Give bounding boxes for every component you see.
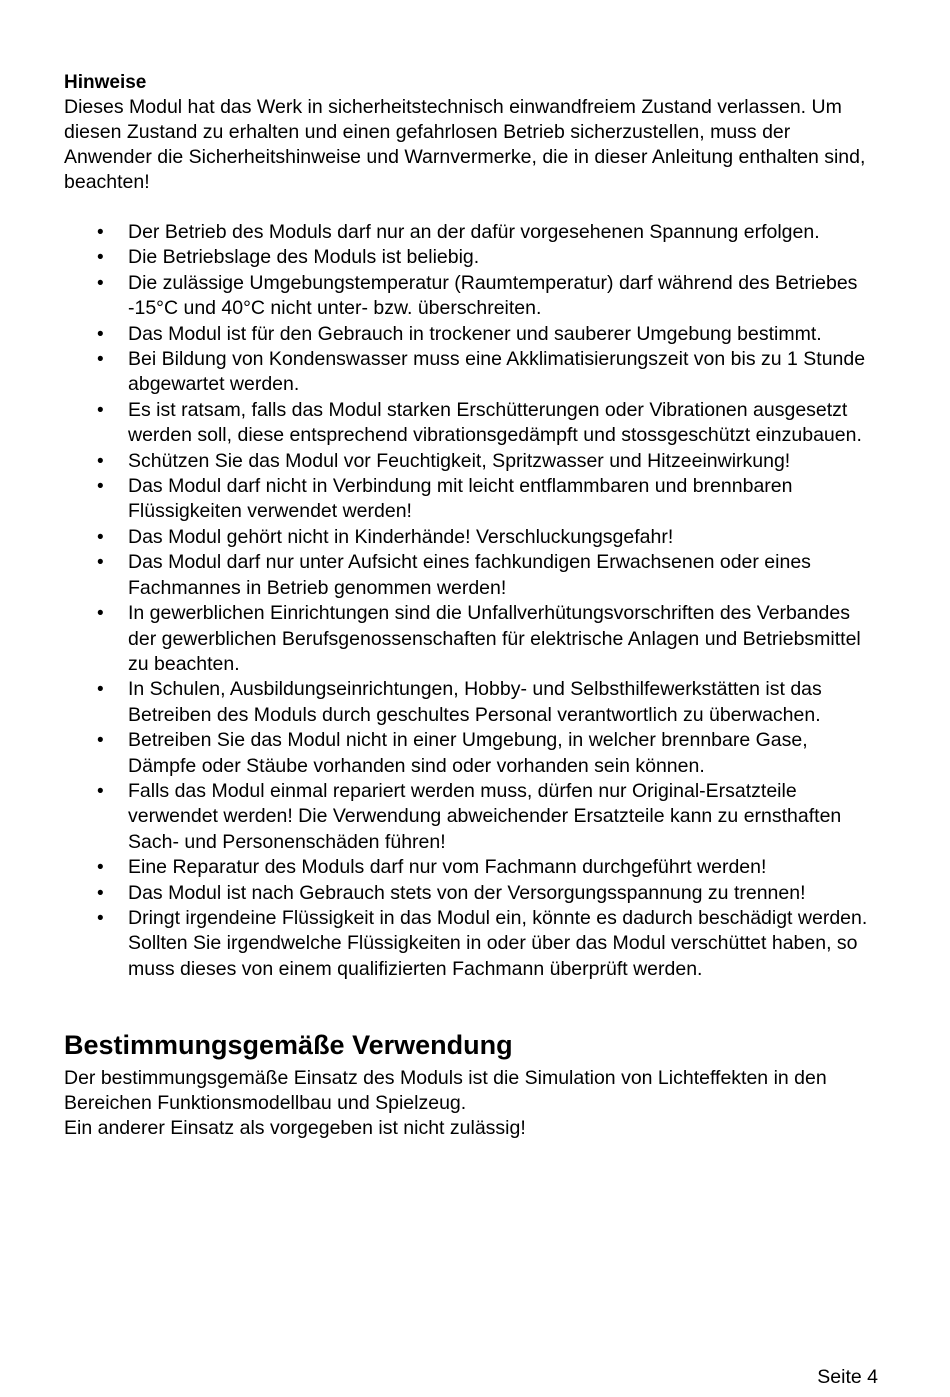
list-item	[64, 855, 879, 880]
bullet-icon: •	[97, 399, 104, 421]
bullet-icon: •	[97, 907, 104, 929]
list-item	[64, 881, 879, 906]
bullet-icon: •	[97, 349, 104, 371]
list-item-text: Der Betrieb des Moduls darf nur an der dafür vorgesehenen Spannung erfolgen.	[128, 221, 820, 243]
list-item	[64, 906, 879, 982]
list-item	[64, 474, 879, 525]
hinweise-intro: Dieses Modul hat das Werk in sicherheitstechnisch einwandfreiem Zustand verlassen. Um diesen Zustand zu erhalten und einen gefahrlosen Betrieb sicherzustellen, muss der Anwender die Sicherheitshinweise und Warnvermerke, die in dieser Anleitung enthalten sind, beachten!	[64, 96, 866, 193]
page-number: Seite 4	[817, 1366, 878, 1388]
verwendung-note: Ein anderer Einsatz als vorgegeben ist nicht zulässig!	[64, 1117, 526, 1140]
list-item	[64, 779, 879, 855]
bullet-icon: •	[97, 476, 104, 498]
bullet-icon: •	[97, 247, 104, 269]
list-item-text: In Schulen, Ausbildungseinrichtungen, Hobby- und Selbsthilfewerkstätten ist das Betreiben des Moduls durch geschultes Personal verantwortlich zu überwachen.	[128, 678, 822, 726]
list-item-text: Betreiben Sie das Modul nicht in einer Umgebung, in welcher brennbare Gase, Dämpfe oder Stäube vorhanden sind oder vorhanden sein können.	[128, 729, 808, 777]
list-item	[64, 245, 879, 270]
list-item	[64, 220, 879, 245]
verwendung-heading: Bestimmungsgemäße Verwendung	[64, 1030, 513, 1061]
bullet-icon: •	[97, 857, 104, 879]
list-item-text: Es ist ratsam, falls das Modul starken Erschütterungen oder Vibrationen ausgesetzt werden soll, diese entsprechend vibrationsgedämpft und stossgeschützt einzubauen.	[128, 398, 862, 447]
list-item-text: Die Betriebslage des Moduls ist beliebig.	[128, 246, 480, 269]
bullet-icon: •	[97, 450, 104, 472]
safety-notes-list	[64, 220, 879, 982]
list-item	[64, 449, 879, 474]
list-item	[64, 677, 879, 728]
bullet-icon: •	[97, 780, 104, 802]
list-item	[64, 322, 879, 347]
hinweise-heading: Hinweise	[64, 72, 147, 93]
bullet-icon: •	[97, 679, 104, 701]
list-item-text: Das Modul darf nicht in Verbindung mit leicht entflammbaren und brennbaren Flüssigkeiten verwendet werden!	[128, 475, 793, 523]
verwendung-text: Der bestimmungsgemäße Einsatz des Moduls ist die Simulation von Lichteffekten in den Bereichen Funktionsmodellbau und Spielzeug.	[64, 1067, 827, 1115]
bullet-icon: •	[97, 882, 104, 904]
list-item-text: Dringt irgendeine Flüssigkeit in das Modul ein, könnte es dadurch beschädigt werden. Sollten Sie irgendwelche Flüssigkeiten in oder über das Modul verschüttet haben, so muss dieses von einem qualifizierten Fachmann überprüft werden.	[128, 906, 868, 980]
list-item	[64, 525, 879, 550]
list-item	[64, 601, 879, 677]
list-item	[64, 728, 879, 779]
bullet-icon: •	[97, 603, 104, 625]
list-item-text: Das Modul gehört nicht in Kinderhände! Verschluckungsgefahr!	[128, 525, 674, 548]
list-item	[64, 550, 879, 601]
bullet-icon: •	[97, 323, 104, 345]
list-item-text: Eine Reparatur des Moduls darf nur vom Fachmann durchgeführt werden!	[128, 856, 767, 879]
document-page	[64, 70, 879, 1141]
bullet-icon: •	[97, 526, 104, 548]
list-item-text: Das Modul ist nach Gebrauch stets von der Versorgungsspannung zu trennen!	[128, 881, 806, 904]
bullet-icon: •	[97, 552, 104, 574]
list-item-text: Bei Bildung von Kondenswasser muss eine Akklimatisierungszeit von bis zu 1 Stunde abgewartet werden.	[128, 348, 866, 396]
bullet-icon: •	[97, 222, 104, 243]
list-item	[64, 398, 879, 449]
list-item	[64, 347, 879, 398]
list-item-text: Das Modul darf nur unter Aufsicht eines fachkundigen Erwachsenen oder eines Fachmannes in Betrieb genommen werden!	[128, 551, 811, 599]
bullet-icon: •	[97, 730, 104, 752]
bullet-icon: •	[97, 272, 104, 294]
list-item-text: Die zulässige Umgebungstemperatur (Raumtemperatur) darf während des Betriebes -15°C und 40°C nicht unter- bzw. überschreiten.	[128, 271, 858, 320]
list-item-text: In gewerblichen Einrichtungen sind die Unfallverhütungsvorschriften des Verbandes der gewerblichen Berufsgenossenschaften für elektrische Anlagen und Betriebsmittel zu beachten.	[128, 602, 861, 675]
list-item-text: Schützen Sie das Modul vor Feuchtigkeit, Spritzwasser und Hitzeeinwirkung!	[128, 449, 791, 472]
list-item	[64, 271, 879, 322]
list-item-text: Falls das Modul einmal repariert werden muss, dürfen nur Original-Ersatzteile verwendet werden! Die Verwendung abweichender Ersatzteile kann zu ernsthaften Sach- und Personenschäden führen!	[128, 779, 842, 853]
list-item-text: Das Modul ist für den Gebrauch in trockener und sauberer Umgebung bestimmt.	[128, 322, 822, 345]
